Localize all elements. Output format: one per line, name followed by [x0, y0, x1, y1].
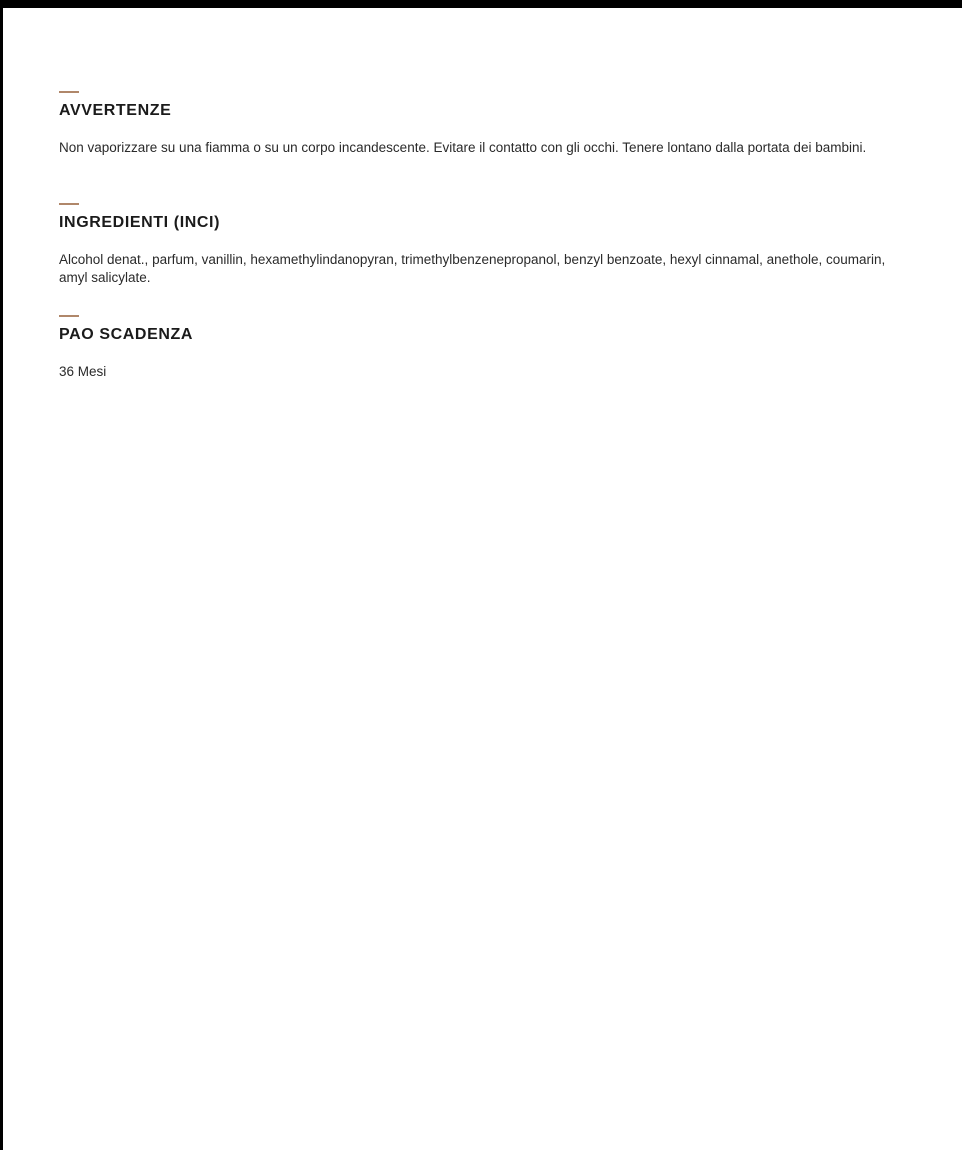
section-pao-scadenza: [59, 315, 909, 381]
section-ingredienti: [59, 203, 909, 286]
section-avvertenze: [59, 91, 909, 157]
section-text: 36 Mesi: [59, 364, 107, 379]
section-title: INGREDIENTI (INCI): [59, 214, 221, 231]
section-accent-line: [59, 315, 79, 317]
section-title: PAO SCADENZA: [59, 326, 194, 343]
section-title: AVVERTENZE: [59, 102, 172, 119]
product-info-page: [3, 8, 962, 1150]
section-accent-line: [59, 91, 79, 93]
section-accent-line: [59, 203, 79, 205]
section-text: Alcohol denat., parfum, vanillin, hexamethylindanopyran, trimethylbenzenepropanol, benzyl benzoate, hexyl cinnamal, anethole, coumarin, amyl salicylate.: [59, 252, 886, 285]
section-text: Non vaporizzare su una fiamma o su un corpo incandescente. Evitare il contatto con gli occhi. Tenere lontano dalla portata dei bambini.: [59, 140, 867, 155]
